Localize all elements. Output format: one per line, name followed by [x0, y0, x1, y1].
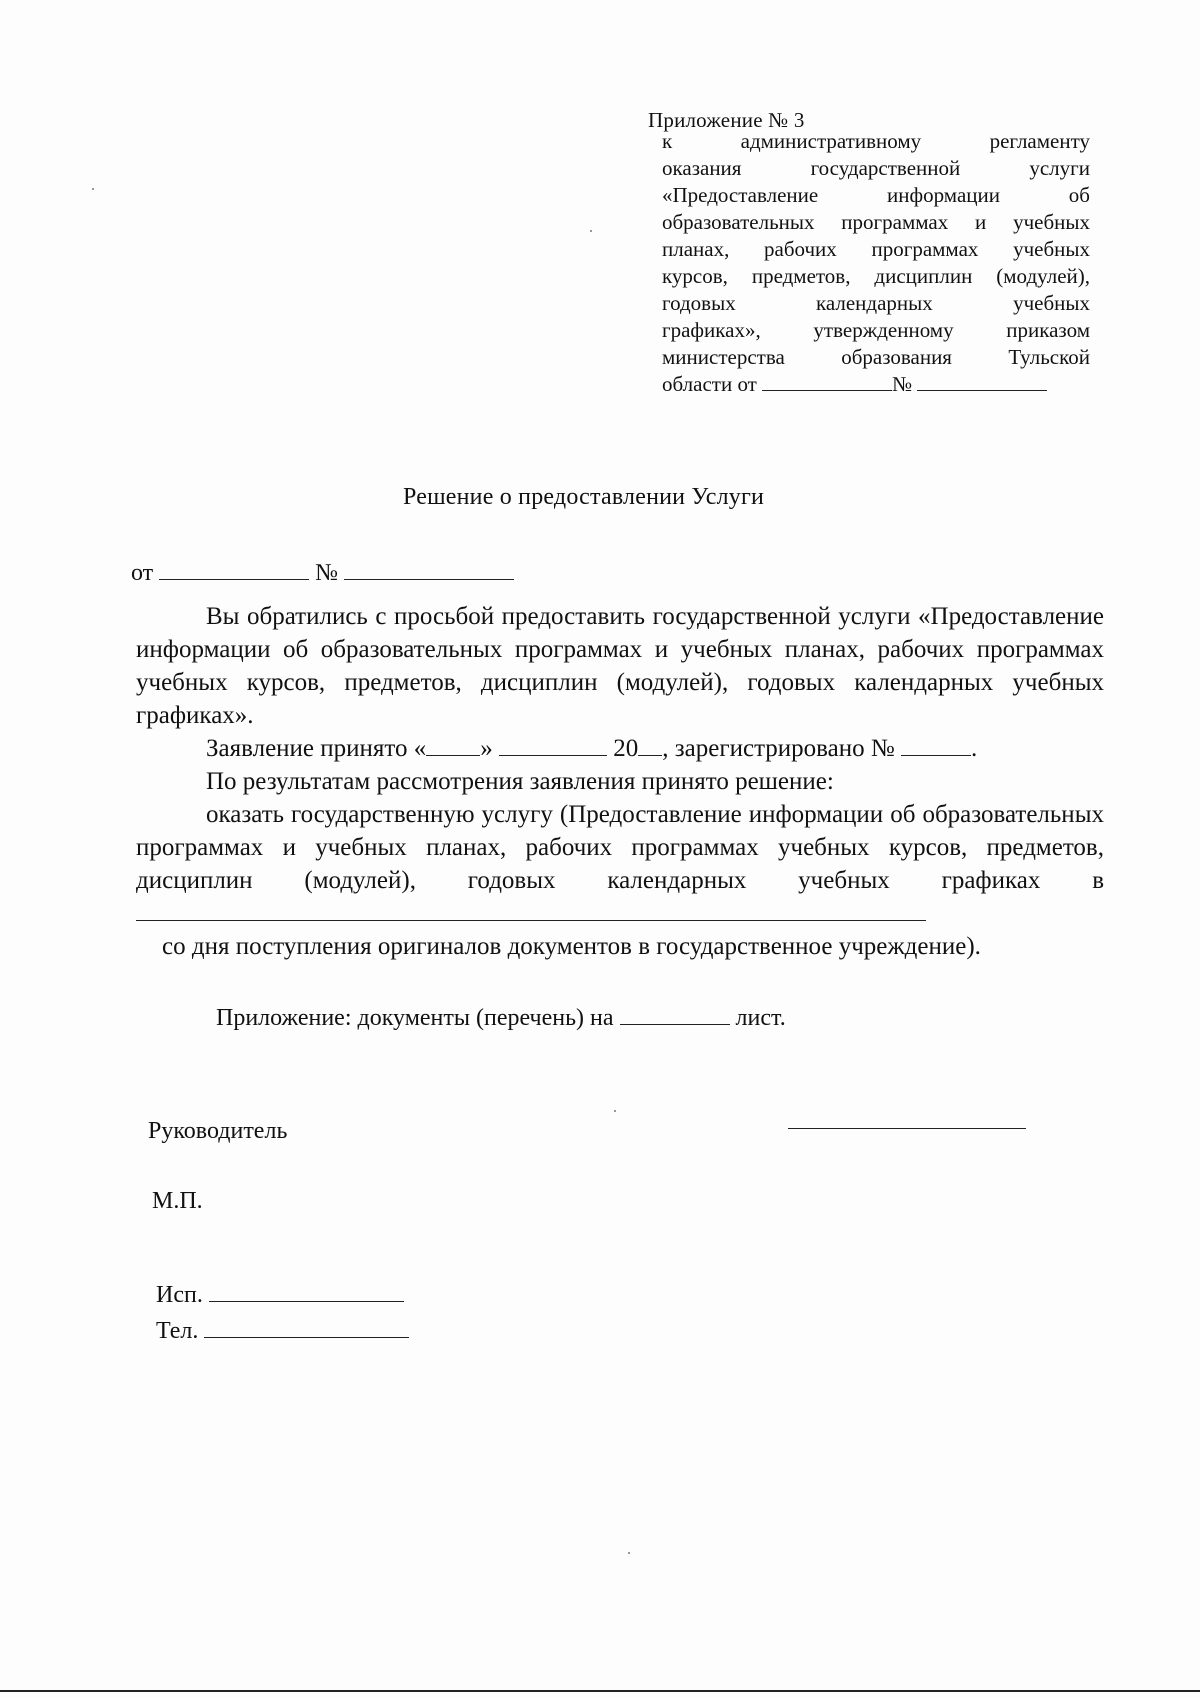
appendix-line: графиках», утвержденному приказом	[662, 318, 1090, 342]
registration-number-blank	[901, 737, 971, 756]
number-label: №	[315, 560, 339, 586]
appendix-line: планах, рабочих программах учебных	[662, 237, 1090, 261]
attachments-line	[216, 1005, 786, 1032]
appendix-line: «Предоставление информации об	[662, 183, 1090, 207]
sheets-label: лист.	[735, 1005, 786, 1031]
appendix-line: оказания государственной услуги	[662, 156, 1090, 180]
head-label: Руководитель	[148, 1118, 288, 1144]
decision-number-blank	[344, 561, 514, 580]
result-paragraph: По результатам рассмотрения заявления принято решение:	[206, 768, 834, 795]
attachments-label: Приложение: документы (перечень) на	[216, 1005, 614, 1031]
quote-close: »	[480, 735, 493, 762]
scan-speck	[590, 230, 592, 232]
decision-date-blank	[159, 561, 309, 580]
executor-line	[156, 1282, 404, 1309]
month-blank	[499, 737, 607, 756]
appendix-line: образовательных программах и учебных	[662, 210, 1090, 234]
phone-label: Тел.	[156, 1318, 199, 1344]
decision-paragraph	[136, 798, 1104, 930]
scan-speck	[614, 1110, 616, 1112]
sheets-count-blank	[620, 1006, 730, 1025]
appendix-date-line	[662, 371, 1090, 398]
scan-speck	[628, 1552, 630, 1554]
appendix-line: годовых календарных учебных	[662, 291, 1090, 315]
scan-edge	[0, 1690, 1200, 1692]
head-signature-blank	[788, 1120, 1026, 1129]
year-prefix: 20	[613, 735, 639, 762]
phone-blank	[204, 1319, 409, 1338]
document-title: Решение о предоставлении Услуги	[403, 484, 765, 510]
appendix-title: Приложение № 3	[648, 108, 805, 132]
period: .	[970, 735, 978, 762]
registered-label: , зарегистрировано №	[662, 735, 895, 762]
registration-paragraph	[136, 732, 1104, 765]
appendix-reference	[662, 128, 1090, 398]
appendix-line: министерства образования Тульской	[662, 345, 1090, 369]
phone-line	[156, 1318, 409, 1345]
appendix-line: курсов, предметов, дисциплин (модулей),	[662, 264, 1090, 288]
decision-date-line	[131, 560, 514, 587]
decision-text: оказать государственную услугу (Предоставление информации об образовательных программах и учебных планах, рабочих программах учебных курсов, предметов, дисциплин (модулей), годовых календарных учебных графиках в	[136, 801, 1104, 894]
year-blank	[638, 737, 662, 756]
order-number-label: №	[892, 372, 913, 396]
received-label: Заявление принято «	[206, 735, 427, 762]
decision-continuation: со дня поступления оригиналов документов в государственное учреждение).	[162, 933, 981, 960]
appendix-line: к административному регламенту	[662, 129, 1090, 153]
appendix-date-label: области от	[662, 372, 757, 396]
executor-label: Исп.	[156, 1282, 203, 1308]
stamp-label: М.П.	[152, 1188, 203, 1214]
order-date-blank	[762, 372, 892, 391]
date-label: от	[131, 560, 154, 586]
order-number-blank	[917, 372, 1047, 391]
scan-speck	[92, 188, 94, 190]
day-blank	[426, 737, 480, 756]
decision-body	[136, 600, 1104, 963]
deadline-blank	[136, 902, 926, 921]
executor-blank	[209, 1283, 404, 1302]
request-paragraph: Вы обратились с просьбой предоставить государственной услуги «Предоставление информации об образовательных программах и учебных планах, рабочих программах учебных курсов, предметов, дисциплин (модулей), годовых календарных учебных графиках».	[136, 603, 1104, 729]
